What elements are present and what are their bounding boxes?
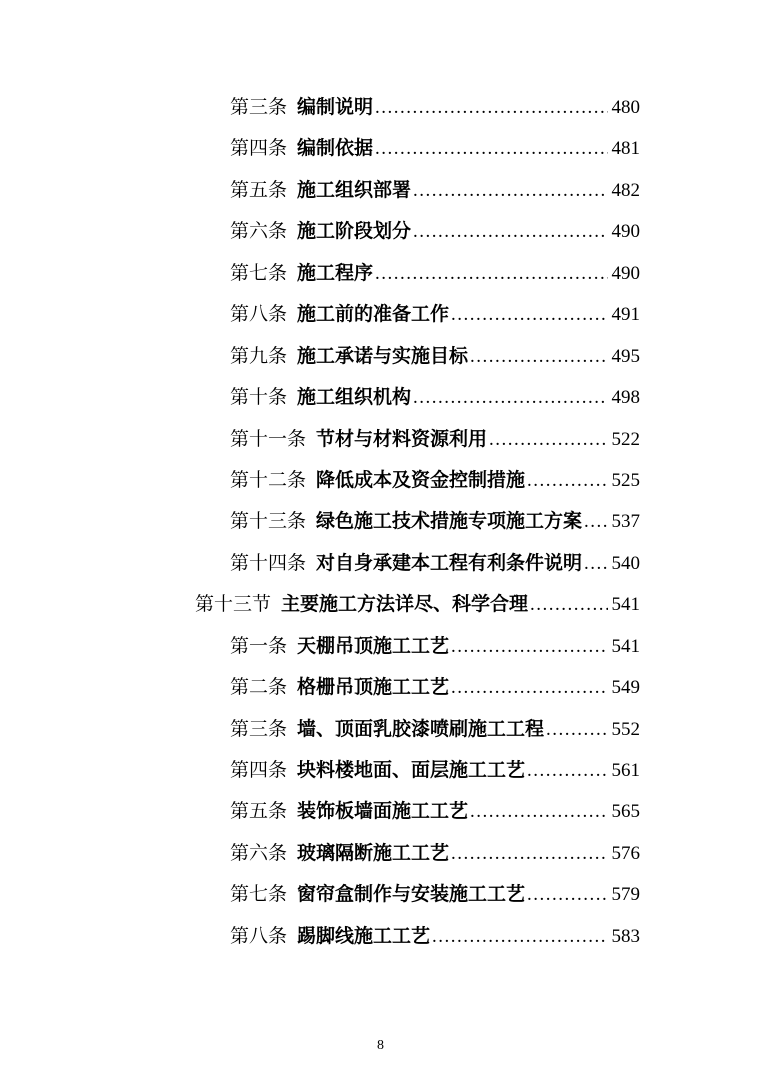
page-footer bbox=[0, 1038, 761, 1054]
leader-dots bbox=[489, 419, 607, 460]
entry-title: 施工前的准备工作 bbox=[297, 304, 450, 326]
entry-page-number: 576 bbox=[611, 842, 640, 864]
entry-number: 第十条 bbox=[230, 387, 288, 409]
toc-entry[interactable] bbox=[195, 709, 640, 750]
leader-dots bbox=[527, 750, 607, 791]
toc-entry[interactable] bbox=[195, 211, 640, 252]
entry-page-number: 537 bbox=[611, 511, 640, 533]
entry-number: 第四条 bbox=[230, 138, 288, 160]
toc-entry[interactable] bbox=[195, 460, 640, 501]
entry-number: 第一条 bbox=[230, 635, 288, 657]
toc-entry[interactable] bbox=[195, 253, 640, 294]
leader-dots bbox=[432, 916, 607, 957]
entry-page-number: 495 bbox=[611, 345, 640, 367]
entry-title: 墙、顶面乳胶漆喷刷施工工程 bbox=[297, 718, 545, 740]
toc-entry[interactable] bbox=[195, 750, 640, 791]
leader-dots bbox=[451, 294, 607, 335]
entry-page-number: 565 bbox=[611, 801, 640, 823]
entry-page-number: 498 bbox=[611, 387, 640, 409]
toc-entry[interactable] bbox=[195, 543, 640, 584]
entry-title: 编制依据 bbox=[297, 138, 374, 160]
entry-page-number: 481 bbox=[611, 138, 640, 160]
toc-entry[interactable] bbox=[195, 336, 640, 377]
entry-title: 对自身承建本工程有利条件说明 bbox=[316, 552, 583, 574]
entry-title: 施工组织部署 bbox=[297, 179, 412, 201]
toc-entry[interactable] bbox=[195, 916, 640, 957]
entry-number: 第十二条 bbox=[230, 469, 307, 491]
entry-number: 第十三节 bbox=[195, 594, 272, 616]
entry-number: 第三条 bbox=[230, 97, 288, 118]
entry-number: 第四条 bbox=[230, 760, 288, 781]
entry-number: 第十四条 bbox=[230, 552, 307, 574]
toc-entry[interactable] bbox=[195, 791, 640, 832]
entry-title: 主要施工方法详尽、科学合理 bbox=[281, 594, 529, 616]
entry-page-number: 491 bbox=[611, 304, 640, 326]
entry-page-number: 583 bbox=[611, 925, 640, 947]
entry-page-number: 490 bbox=[611, 221, 640, 243]
entry-title: 施工阶段划分 bbox=[297, 221, 412, 243]
entry-title: 装饰板墙面施工工艺 bbox=[297, 801, 469, 823]
entry-number: 第七条 bbox=[230, 884, 288, 906]
footer-page-number: 8 bbox=[377, 1038, 384, 1053]
entry-number: 第五条 bbox=[230, 179, 288, 201]
leader-dots bbox=[413, 377, 607, 418]
table-of-contents bbox=[195, 87, 640, 957]
toc-entry[interactable] bbox=[195, 626, 640, 667]
leader-dots bbox=[451, 626, 607, 667]
leader-dots bbox=[527, 460, 607, 501]
entry-number: 第八条 bbox=[230, 304, 288, 326]
entry-number: 第九条 bbox=[230, 345, 288, 367]
entry-title: 施工程序 bbox=[297, 262, 374, 284]
leader-dots bbox=[584, 501, 607, 542]
entry-title: 绿色施工技术措施专项施工方案 bbox=[316, 511, 583, 533]
leader-dots bbox=[530, 584, 607, 625]
toc-entry[interactable] bbox=[195, 419, 640, 460]
toc-entry[interactable] bbox=[195, 874, 640, 915]
entry-title: 施工组织机构 bbox=[297, 387, 412, 409]
leader-dots bbox=[451, 833, 607, 874]
entry-page-number: 540 bbox=[611, 552, 640, 574]
entry-title: 窗帘盒制作与安装施工工艺 bbox=[297, 884, 526, 906]
leader-dots bbox=[470, 336, 607, 377]
entry-page-number: 522 bbox=[611, 428, 640, 450]
entry-page-number: 549 bbox=[611, 677, 640, 699]
entry-page-number: 579 bbox=[611, 884, 640, 906]
entry-number: 第十三条 bbox=[230, 511, 307, 533]
toc-entry[interactable] bbox=[195, 833, 640, 874]
entry-page-number: 480 bbox=[611, 97, 640, 118]
entry-page-number: 490 bbox=[611, 262, 640, 284]
entry-number: 第五条 bbox=[230, 801, 288, 823]
entry-title: 格栅吊顶施工工艺 bbox=[297, 677, 450, 699]
entry-number: 第六条 bbox=[230, 221, 288, 243]
entry-page-number: 482 bbox=[611, 179, 640, 201]
leader-dots bbox=[375, 128, 607, 169]
entry-title: 块料楼地面、面层施工工艺 bbox=[297, 760, 526, 781]
entry-title: 天棚吊顶施工工艺 bbox=[297, 635, 450, 657]
entry-page-number: 541 bbox=[611, 594, 640, 616]
entry-title: 节材与材料资源利用 bbox=[316, 428, 488, 450]
entry-title: 降低成本及资金控制措施 bbox=[316, 469, 526, 491]
toc-entry[interactable] bbox=[195, 87, 640, 128]
entry-number: 第六条 bbox=[230, 842, 288, 864]
toc-entry[interactable] bbox=[195, 128, 640, 169]
toc-entry[interactable] bbox=[195, 667, 640, 708]
entry-title: 施工承诺与实施目标 bbox=[297, 345, 469, 367]
entry-title: 踢脚线施工工艺 bbox=[297, 925, 431, 947]
leader-dots bbox=[451, 667, 607, 708]
entry-number: 第三条 bbox=[230, 718, 288, 740]
entry-page-number: 561 bbox=[611, 760, 640, 781]
entry-page-number: 541 bbox=[611, 635, 640, 657]
entry-page-number: 552 bbox=[611, 718, 640, 740]
leader-dots bbox=[413, 211, 607, 252]
toc-entry[interactable] bbox=[195, 584, 640, 625]
entry-number: 第七条 bbox=[230, 262, 288, 284]
entry-page-number: 525 bbox=[611, 469, 640, 491]
toc-entry[interactable] bbox=[195, 501, 640, 542]
leader-dots bbox=[413, 170, 607, 211]
entry-title: 玻璃隔断施工工艺 bbox=[297, 842, 450, 864]
entry-number: 第十一条 bbox=[230, 428, 307, 450]
leader-dots bbox=[375, 253, 607, 294]
entry-title: 编制说明 bbox=[297, 97, 374, 118]
entry-number: 第八条 bbox=[230, 925, 288, 947]
leader-dots bbox=[470, 791, 607, 832]
entry-number: 第二条 bbox=[230, 677, 288, 699]
toc-entry[interactable] bbox=[195, 170, 640, 211]
leader-dots bbox=[375, 87, 607, 128]
toc-entry[interactable] bbox=[195, 294, 640, 335]
leader-dots bbox=[527, 874, 607, 915]
toc-entry[interactable] bbox=[195, 377, 640, 418]
leader-dots bbox=[584, 543, 607, 584]
leader-dots bbox=[546, 709, 607, 750]
